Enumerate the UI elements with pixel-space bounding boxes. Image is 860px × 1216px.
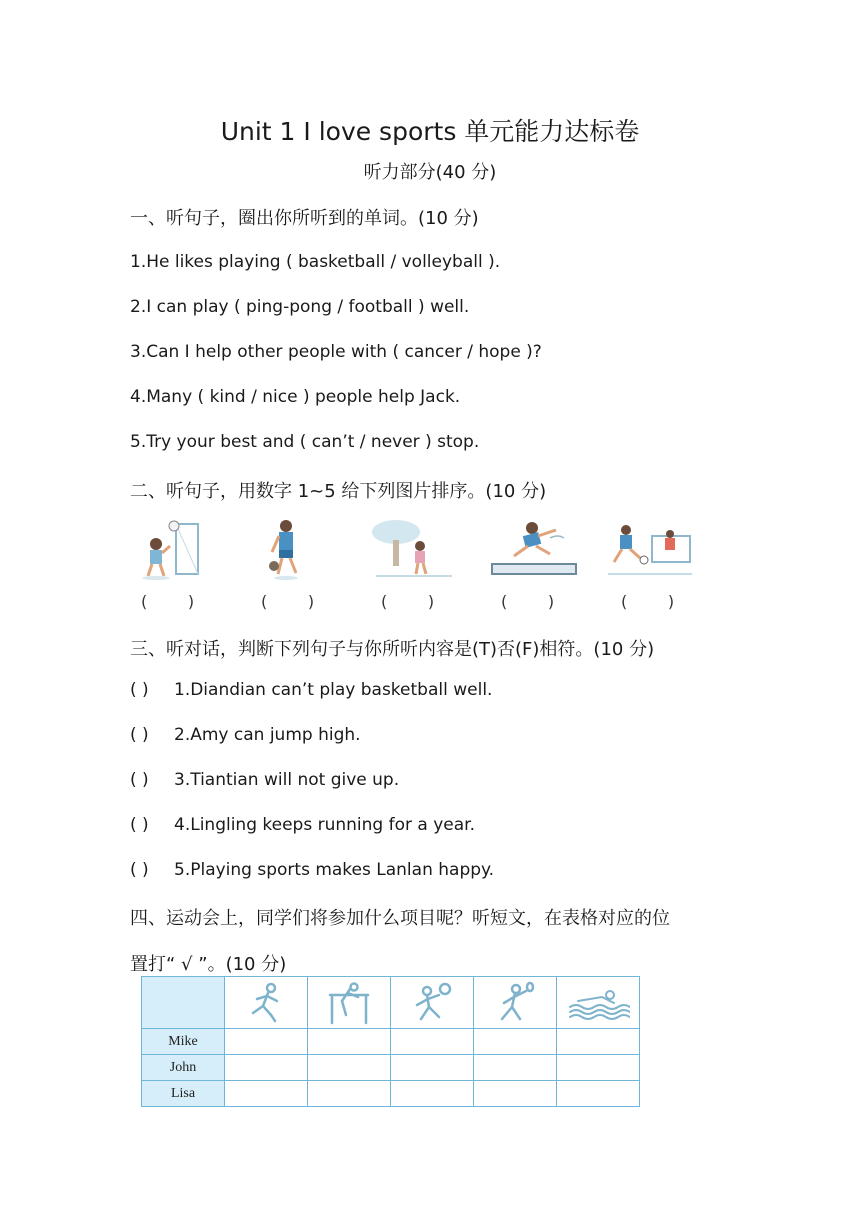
tf-answer-blank[interactable]: ( ) — [130, 815, 149, 835]
section1-item: 2.I can play ( ping-pong / football ) well. — [130, 297, 470, 317]
column-running — [225, 977, 308, 1029]
page-title: Unit 1 I love sports 单元能力达标卷 — [220, 117, 640, 146]
tf-answer-blank[interactable]: ( ) — [130, 725, 149, 745]
section1-item: 1.He likes playing ( basketball / volleyball ). — [130, 252, 501, 272]
table-row — [142, 1055, 640, 1081]
check-cell[interactable] — [557, 1029, 640, 1055]
section3-heading: 三、听对话，判断下列句子与你所听内容是(T)否(F)相符。(10 分) — [130, 639, 655, 660]
table-row — [142, 1029, 640, 1055]
tf-statement: 2.Amy can jump high. — [174, 725, 361, 745]
check-cell[interactable] — [225, 1029, 308, 1055]
tf-item — [130, 860, 494, 880]
student-name: Lisa — [142, 1081, 225, 1107]
page-subtitle: 听力部分(40 分) — [363, 162, 497, 183]
check-cell[interactable] — [225, 1081, 308, 1107]
check-cell[interactable] — [474, 1055, 557, 1081]
check-cell[interactable] — [474, 1081, 557, 1107]
picture-answer-blank[interactable]: ( ) — [381, 592, 435, 611]
tf-answer-blank[interactable]: ( ) — [130, 680, 149, 700]
table-corner-cell — [142, 977, 225, 1029]
check-cell[interactable] — [308, 1081, 391, 1107]
column-volleyball — [391, 977, 474, 1029]
section1-item: 3.Can I help other people with ( cancer / hope )? — [130, 342, 542, 362]
picture-answer-blank[interactable]: ( ) — [501, 592, 555, 611]
section4-heading-line1: 四、运动会上，同学们将参加什么项目呢？听短文，在表格对应的位 — [130, 908, 670, 929]
tf-answer-blank[interactable]: ( ) — [130, 770, 149, 790]
tf-item — [130, 725, 361, 745]
picture-answer-blank[interactable]: ( ) — [141, 592, 195, 611]
tf-answer-blank[interactable]: ( ) — [130, 860, 149, 880]
boys-football-picture — [604, 518, 696, 582]
table-header-row — [142, 977, 640, 1029]
check-cell[interactable] — [557, 1055, 640, 1081]
picture-answer-blank[interactable]: ( ) — [621, 592, 675, 611]
check-cell[interactable] — [474, 1029, 557, 1055]
picture-answer-blank[interactable]: ( ) — [261, 592, 315, 611]
boy-basketball-picture — [248, 518, 340, 582]
column-badminton — [474, 977, 557, 1029]
check-cell[interactable] — [391, 1055, 474, 1081]
check-cell[interactable] — [225, 1055, 308, 1081]
column-high-jump — [308, 977, 391, 1029]
section4-heading-line2: 置打“ √ ”。(10 分) — [130, 954, 287, 975]
sports-table — [141, 976, 640, 1107]
boy-long-jump-picture — [488, 518, 580, 582]
section1-item: 4.Many ( kind / nice ) people help Jack. — [130, 387, 461, 407]
volleyball-icon — [407, 981, 457, 1025]
check-cell[interactable] — [391, 1081, 474, 1107]
girl-under-tree-picture — [368, 518, 460, 582]
tf-item — [130, 680, 492, 700]
tf-statement: 4.Lingling keeps running for a year. — [174, 815, 475, 835]
running-icon — [241, 981, 291, 1025]
check-cell[interactable] — [557, 1081, 640, 1107]
tf-statement: 3.Tiantian will not give up. — [174, 770, 400, 790]
section1-heading: 一、听句子，圈出你所听到的单词。(10 分) — [130, 208, 479, 229]
tf-statement: 5.Playing sports makes Lanlan happy. — [174, 860, 495, 880]
swimming-icon — [566, 981, 630, 1025]
check-cell[interactable] — [308, 1055, 391, 1081]
section2-heading: 二、听句子，用数字 1~5 给下列图片排序。(10 分) — [130, 481, 547, 502]
tf-statement: 1.Diandian can’t play basketball well. — [174, 680, 493, 700]
student-name: Mike — [142, 1029, 225, 1055]
table-row — [142, 1081, 640, 1107]
girl-volleyball-picture — [138, 518, 230, 582]
check-cell[interactable] — [308, 1029, 391, 1055]
column-swimming — [557, 977, 640, 1029]
tf-item — [130, 770, 399, 790]
high-jump-icon — [324, 981, 374, 1025]
tf-item — [130, 815, 475, 835]
check-cell[interactable] — [391, 1029, 474, 1055]
section1-item: 5.Try your best and ( can’t / never ) stop. — [130, 432, 480, 452]
student-name: John — [142, 1055, 225, 1081]
badminton-icon — [490, 981, 540, 1025]
